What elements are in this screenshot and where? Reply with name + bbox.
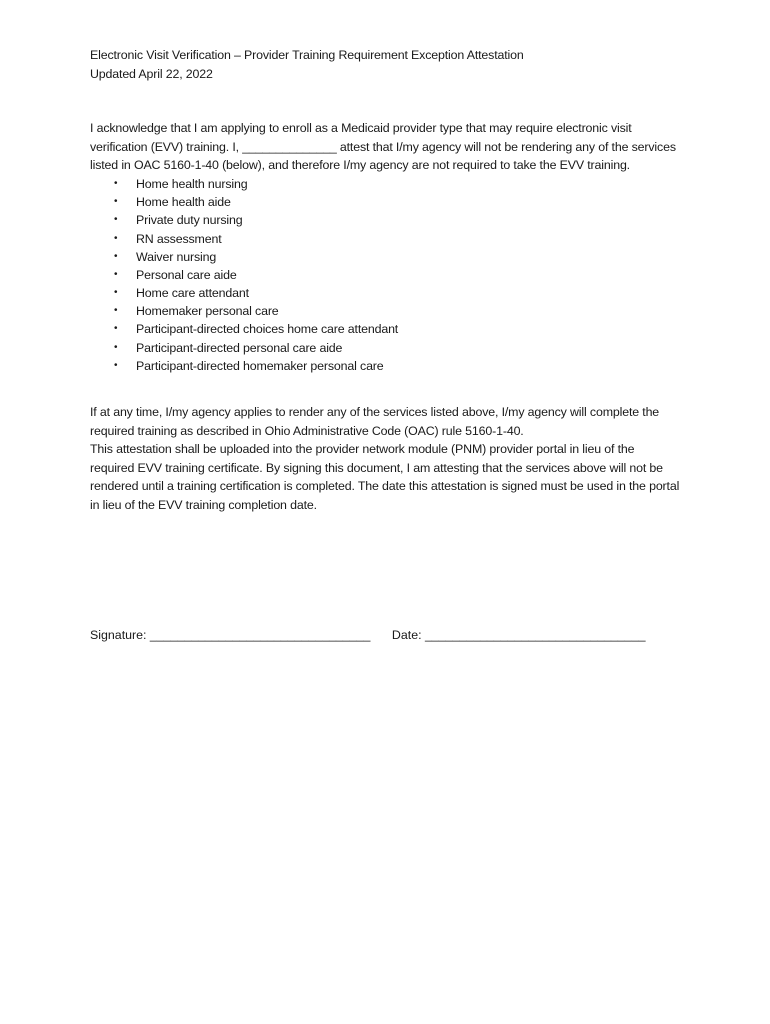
list-item (90, 266, 680, 284)
date-field[interactable]: Date: ________________________________ (391, 628, 646, 642)
service-label: Participant-directed homemaker personal care (136, 358, 384, 373)
document-body (90, 46, 680, 515)
list-item (90, 175, 680, 193)
service-label: Private duty nursing (136, 213, 243, 228)
document-header (90, 46, 680, 83)
bullet-icon: • (114, 305, 118, 317)
bullet-icon: • (114, 287, 118, 299)
bullet-icon: • (114, 341, 118, 353)
list-item (90, 230, 680, 248)
signature-row (90, 626, 690, 645)
service-label: Personal care aide (136, 267, 237, 282)
upload-instructions-paragraph: This attestation shall be uploaded into the provider network module (PNM) provider portal in lieu of the required EVV training certificate. By signing this document, I am attesting that the services above will not be rendered until a training certification is completed. The date this attestation is signed must be used in the portal in lieu of the EVV training completion date. (90, 442, 680, 512)
service-label: Participant-directed choices home care attendant (136, 322, 399, 337)
bullet-icon: • (114, 177, 118, 189)
service-label: Waiver nursing (136, 249, 217, 264)
bullet-icon: • (114, 268, 118, 280)
signature-field[interactable]: Signature: ________________________________ (90, 628, 371, 642)
list-item (90, 193, 680, 211)
bullet-icon: • (114, 232, 118, 244)
future-services-paragraph: If at any time, I/my agency applies to render any of the services listed above, I/my agency will complete the required training as described in Ohio Administrative Code (OAC) rule 5160-1-40. (90, 405, 660, 438)
acknowledgement-paragraph: I acknowledge that I am applying to enroll as a Medicaid provider type that may require electronic visit verification (EVV) training. I, ______________ attest that I/my agency will not be rendering any of the services listed in OAC 5160-1-40 (below), and therefore I/my agency are not required to take the EVV training. (90, 121, 676, 173)
list-item (90, 302, 680, 320)
service-label: RN assessment (136, 231, 222, 246)
services-list (90, 175, 680, 375)
updated-date: Updated April 22, 2022 (90, 66, 213, 81)
service-label: Home health aide (136, 195, 231, 210)
bullet-icon: • (114, 214, 118, 226)
list-item (90, 320, 680, 338)
bullet-icon: • (114, 196, 118, 208)
list-item (90, 248, 680, 266)
bullet-icon: • (114, 359, 118, 371)
service-label: Participant-directed personal care aide (136, 340, 343, 355)
document-title: Electronic Visit Verification – Provider Training Requirement Exception Attestation (90, 48, 524, 62)
service-label: Home care attendant (136, 286, 249, 301)
list-item (90, 211, 680, 229)
bullet-icon: • (114, 323, 118, 335)
service-label: Home health nursing (136, 176, 248, 191)
service-label: Homemaker personal care (136, 304, 279, 319)
list-item (90, 357, 680, 375)
bullet-icon: • (114, 250, 118, 262)
list-item (90, 284, 680, 302)
list-item (90, 339, 680, 357)
